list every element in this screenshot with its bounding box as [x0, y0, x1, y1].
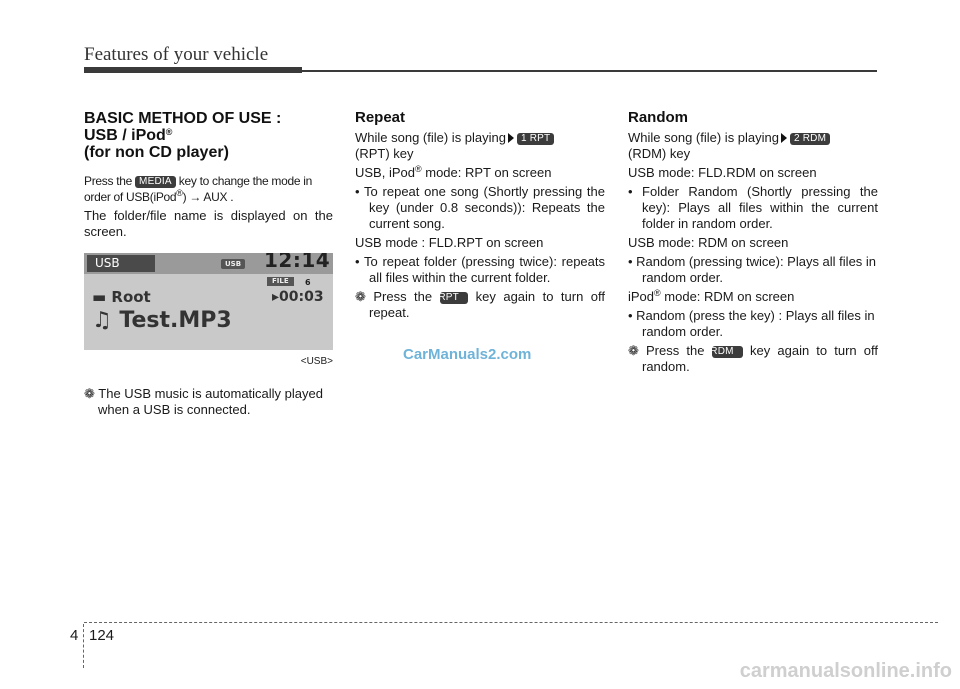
usb-screen-image [84, 253, 333, 350]
repeat-off-note [355, 289, 605, 321]
text: key again to turn off repeat. [369, 289, 605, 320]
header-bar [84, 67, 302, 73]
folder-random: • Folder Random (Shortly pressing the key): Plays all files within the current folder in random order. [628, 184, 878, 231]
screen-usb-badge: USB [221, 259, 245, 269]
mode-instruction [84, 173, 333, 205]
screen-file-number: 6 [305, 278, 311, 287]
screen-folder-name: ▬ Root [92, 288, 151, 306]
section-heading [84, 110, 333, 161]
column-basic-method [84, 110, 333, 421]
footer-rule [84, 622, 938, 623]
arrow-right-icon [508, 133, 514, 143]
repeat-folder-mode: USB mode : FLD.RPT on screen [355, 235, 544, 250]
section-number: 4 [70, 627, 79, 644]
arrow-right-icon [781, 133, 787, 143]
random-intro [628, 130, 878, 162]
screen-source-label: USB [87, 255, 155, 272]
text: Press the [84, 174, 132, 188]
text: ❁ Press the [355, 289, 433, 304]
text: ) → AUX . [182, 190, 234, 204]
text: (RDM) key [628, 146, 691, 161]
ipod-random-mode [628, 289, 878, 305]
repeat-mode-line [355, 165, 605, 181]
screen-clock: 12:14 [264, 253, 331, 272]
header-rule [302, 70, 877, 72]
random-mode: USB mode: RDM on screen [628, 235, 789, 250]
text: key to change the mode in order of USB(iPod [84, 174, 313, 204]
footer-divider [83, 624, 84, 668]
text: While song (file) is playing [355, 130, 507, 145]
column-repeat [355, 110, 605, 324]
text: mode: RPT on screen [421, 165, 552, 180]
registered-mark: ® [414, 164, 422, 174]
random-off-note [628, 343, 878, 375]
page-number: 124 [89, 627, 115, 644]
rdm-key-badge: 2 RDM [790, 133, 830, 145]
column-random [628, 110, 878, 378]
screen-file-badge: FILE [267, 277, 294, 286]
screen-play-time: ▸00:03 [272, 289, 324, 305]
heading-line-3: (for non CD player) [84, 144, 229, 161]
watermark: CarManuals2.com [403, 346, 532, 363]
rpt-key-badge: 1 RPT [517, 133, 554, 145]
heading-line-1: BASIC METHOD OF USE : [84, 110, 282, 127]
registered-mark: ® [176, 188, 183, 198]
text: ❁ Press the [628, 343, 705, 358]
repeat-title: Repeat [355, 109, 406, 126]
repeat-folder: • To repeat folder (pressing twice): repeats all files within the current folder. [355, 254, 605, 285]
usb-note: ❁ The USB music is automatically played when a USB is connected. [84, 386, 323, 417]
random-title: Random [628, 109, 688, 126]
random-twice: • Random (pressing twice): Plays all files in random order. [628, 254, 877, 285]
text: iPod [628, 289, 655, 304]
registered-mark: ® [654, 288, 661, 298]
site-watermark: carmanualsonline.info [739, 660, 952, 682]
folder-display-text: The folder/file name is displayed on the screen. [84, 208, 333, 239]
image-caption: <USB> [300, 356, 333, 367]
text: mode: RDM on screen [660, 289, 795, 304]
text: USB, iPod [355, 165, 415, 180]
rdm-key-badge: 2 RDM [712, 346, 743, 358]
random-press-key: • Random (press the key) : Plays all files in random order. [628, 308, 875, 339]
rpt-key-badge: 1 RPT [440, 292, 469, 304]
text: (RPT) key [355, 146, 414, 161]
header-title: Features of your vehicle [84, 44, 269, 65]
repeat-one-song: • To repeat one song (Shortly pressing the key (under 0.8 seconds)): Repeats the current song. [355, 184, 605, 231]
media-key-badge: MEDIA [135, 176, 176, 188]
screen-track-name: ♫ Test.MP3 [92, 308, 232, 333]
random-folder-mode: USB mode: FLD.RDM on screen [628, 165, 817, 180]
registered-mark: ® [165, 127, 173, 137]
repeat-intro [355, 130, 605, 162]
text: key again to turn off random. [642, 343, 878, 374]
text: While song (file) is playing [628, 130, 780, 145]
heading-line-2: USB / iPod [84, 127, 166, 144]
